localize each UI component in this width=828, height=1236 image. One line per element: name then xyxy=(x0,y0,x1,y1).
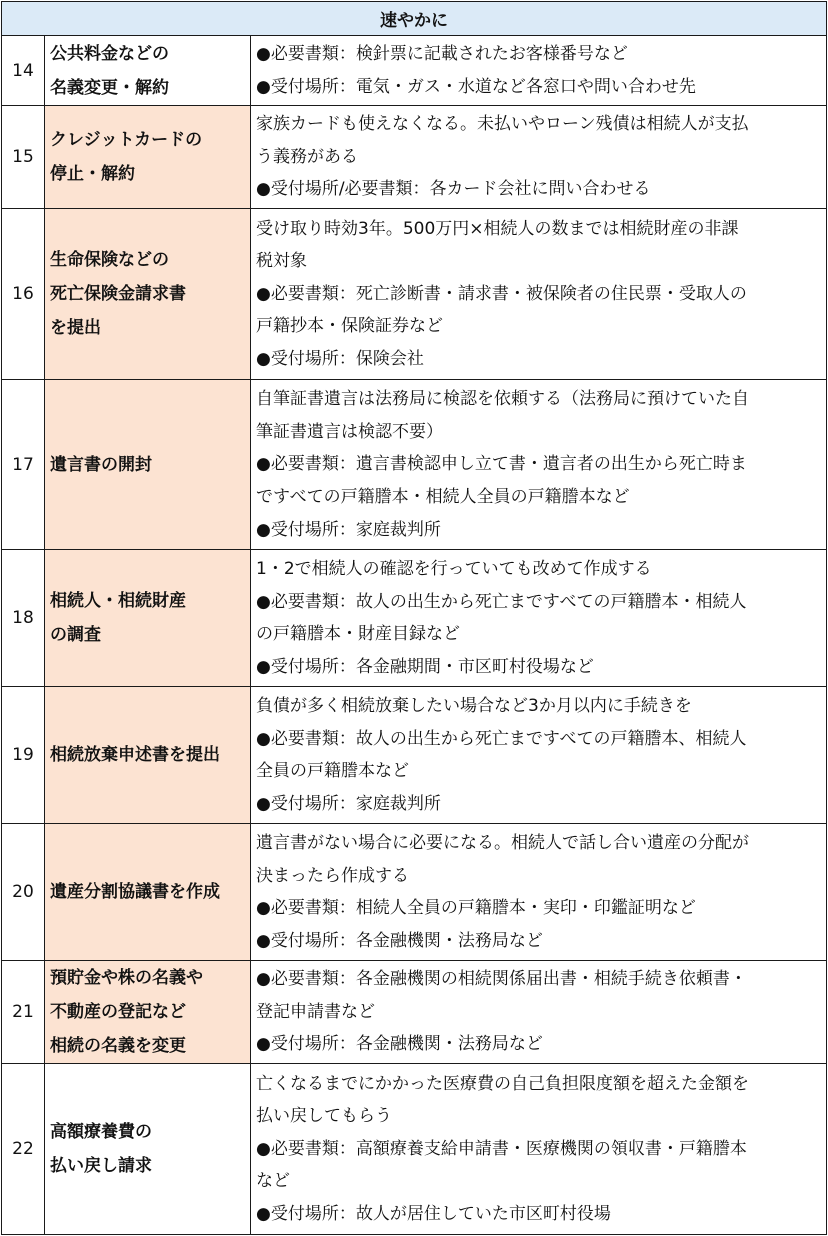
row-title xyxy=(45,687,251,824)
row-title-line: 公共料金などの xyxy=(50,43,169,64)
row-description xyxy=(251,380,827,550)
table-header: 速やかに xyxy=(2,2,827,36)
row-description-line: ●受付場所：各金融機関・法務局など xyxy=(256,1034,543,1055)
row-description-line: ●必要書類：故人の出生から死亡まですべての戸籍謄本、相続人 xyxy=(256,728,747,749)
row-description xyxy=(251,824,827,961)
row-description xyxy=(251,687,827,824)
row-title-line: の調査 xyxy=(50,625,101,646)
table-row xyxy=(2,36,827,106)
table-row xyxy=(2,824,827,961)
row-description xyxy=(251,961,827,1064)
row-title-line: 遺言書の開封 xyxy=(50,454,152,475)
row-description-line: ●受付場所：故人が居住していた市区町村役場 xyxy=(256,1204,611,1225)
row-description-line: ●受付場所：各金融機関・法務局など xyxy=(256,930,543,951)
row-description-line: ●必要書類：各金融機関の相続関係届出書・相続手続き依頼書・ xyxy=(256,969,747,990)
row-description-line: 自筆証書遺言は法務局に検認を依頼する（法務局に預けていた自 xyxy=(256,389,749,410)
row-number: 22 xyxy=(2,1064,45,1235)
row-description-line: ●受付場所/必要書類：各カード会社に問い合わせる xyxy=(256,179,651,200)
row-description-line: ●受付場所：電気・ガス・水道など各窓口や問い合わせ先 xyxy=(256,76,696,97)
row-number: 15 xyxy=(2,106,45,209)
row-description-line: ●必要書類：遺言書検認申し立て書・遺言者の出生から死亡時ま xyxy=(256,454,747,475)
table-row xyxy=(2,209,827,380)
row-title xyxy=(45,961,251,1064)
row-number: 17 xyxy=(2,380,45,550)
row-number: 18 xyxy=(2,550,45,687)
row-description-line: う義務がある xyxy=(256,146,358,167)
row-number: 19 xyxy=(2,687,45,824)
row-number: 14 xyxy=(2,36,45,106)
row-title-line: 相続放棄申述書を提出 xyxy=(50,745,220,766)
row-description-line: の戸籍謄本・財産目録など xyxy=(256,624,460,645)
row-description-line: ●必要書類：死亡診断書・請求書・被保険者の住民票・受取人の xyxy=(256,283,747,304)
row-description-line: ●受付場所：各金融期間・市区町村役場など xyxy=(256,656,594,677)
row-title-line: 停止・解約 xyxy=(50,164,135,185)
row-description-line: 税対象 xyxy=(256,251,307,272)
row-title xyxy=(45,106,251,209)
row-title-line: 遺産分割協議書を作成 xyxy=(50,882,220,903)
row-description xyxy=(251,106,827,209)
table-row xyxy=(2,961,827,1064)
table-row xyxy=(2,550,827,687)
table-body xyxy=(2,36,827,1235)
row-title xyxy=(45,1064,251,1235)
row-title xyxy=(45,550,251,687)
procedure-table xyxy=(1,1,827,1235)
row-description-line: 受け取り時効3年。500万円×相続人の数までは相続財産の非課 xyxy=(256,218,739,239)
row-title-line: 生命保険などの xyxy=(50,250,169,271)
row-title xyxy=(45,824,251,961)
row-description-line: ●必要書類：故人の出生から死亡まですべての戸籍謄本・相続人 xyxy=(256,591,747,612)
row-description-line: 1・2で相続人の確認を行っていても改めて作成する xyxy=(256,559,652,579)
table-row xyxy=(2,1064,827,1235)
row-description-line: 遺言書がない場合に必要になる。相続人で話し合い遺産の分配が xyxy=(256,833,749,853)
row-description-line: 負債が多く相続放棄したい場合など3か月以内に手続きを xyxy=(256,696,692,716)
row-title-line: 死亡保険金請求書 xyxy=(50,284,186,305)
row-title-line: 相続の名義を変更 xyxy=(50,1036,186,1057)
row-description-line: ●必要書類：相続人全員の戸籍謄本・実印・印鑑証明など xyxy=(256,898,696,919)
row-title xyxy=(45,36,251,106)
row-description-line: ●受付場所：家庭裁判所 xyxy=(256,519,441,540)
row-description-line: 登記申請書など xyxy=(256,1001,375,1022)
row-number: 21 xyxy=(2,961,45,1064)
table-row xyxy=(2,687,827,824)
row-number: 16 xyxy=(2,209,45,380)
row-description-line: 戸籍抄本・保険証券など xyxy=(256,316,443,337)
row-title-line: 払い戻し請求 xyxy=(50,1156,152,1177)
row-title xyxy=(45,380,251,550)
row-description-line: 決まったら作成する xyxy=(256,865,409,886)
row-description xyxy=(251,36,827,106)
row-title-line: 名義変更・解約 xyxy=(50,77,169,98)
row-title-line: 不動産の登記など xyxy=(50,1002,186,1023)
row-description-line: 払い戻してもらう xyxy=(256,1106,392,1127)
row-title xyxy=(45,209,251,380)
row-description-line: ●受付場所：家庭裁判所 xyxy=(256,793,441,814)
row-title-line: 高額療養費の xyxy=(50,1122,152,1143)
row-description-line: など xyxy=(256,1171,290,1192)
row-description-line: ●必要書類：高額療養支給申請書・医療機関の領収書・戸籍謄本 xyxy=(256,1138,747,1159)
row-description xyxy=(251,550,827,687)
row-number: 20 xyxy=(2,824,45,961)
row-description-line: 筆証書遺言は検認不要） xyxy=(256,421,443,442)
row-description-line: ●必要書類：検針票に記載されたお客様番号など xyxy=(256,44,628,64)
row-title-line: 預貯金や株の名義や xyxy=(50,968,203,989)
row-description xyxy=(251,209,827,380)
row-description-line: 家族カードも使えなくなる。未払いやローン残債は相続人が支払 xyxy=(256,114,749,135)
row-description-line: 全員の戸籍謄本など xyxy=(256,761,409,782)
row-description-line: 亡くなるまでにかかった医療費の自己負担限度額を超えた金額を xyxy=(256,1073,749,1094)
table-row xyxy=(2,380,827,550)
row-description xyxy=(251,1064,827,1235)
table-row xyxy=(2,106,827,209)
row-description-line: ですべての戸籍謄本・相続人全員の戸籍謄本など xyxy=(256,486,630,507)
row-description-line: ●受付場所：保険会社 xyxy=(256,349,424,370)
row-title-line: 相続人・相続財産 xyxy=(50,591,186,612)
row-title-line: クレジットカードの xyxy=(50,130,203,151)
row-title-line: を提出 xyxy=(50,318,101,339)
